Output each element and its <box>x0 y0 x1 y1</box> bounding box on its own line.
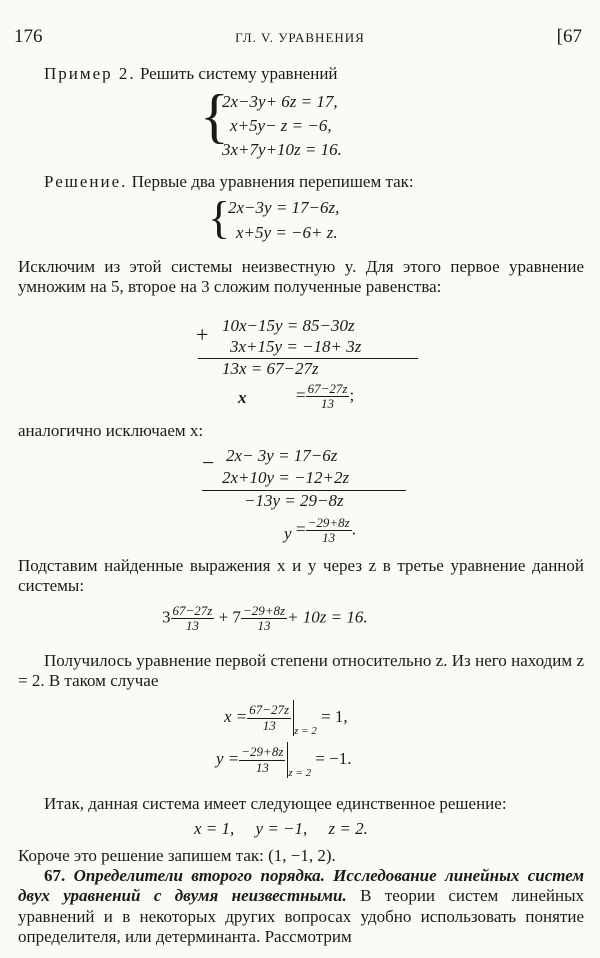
system-2-eq-2: x+5y = −6+ z. <box>236 223 338 242</box>
section-title: Определители второго порядка. Исследование линейных систем двух уравнений с двумя неизвестными. <box>18 866 585 906</box>
y-result-lhs: y <box>284 524 292 543</box>
paragraph-4: Получилось уравнение первой степени относительно z. Из него находим z = 2. В таком случае <box>18 651 584 691</box>
example-text: Решить систему уравнений <box>139 64 338 83</box>
y-result-num: −29+8z <box>307 515 350 530</box>
system-1-eq-1: 2x−3y+ 6z = 17, <box>222 92 338 111</box>
subst-tail: + 10z = 16. <box>287 607 368 627</box>
system-1-eq-3: 3x+7y+10z = 16. <box>222 140 342 159</box>
subst-coef-2: + 7 <box>218 607 241 627</box>
paragraph-5: Итак, данная система имеет следующее единственное решение: <box>44 794 507 813</box>
eval-y-num: −29+8z <box>241 744 284 760</box>
section-text: В теории систем линейных уравнений и в некоторых других вопросах удобно использовать понятие определителя, или детерминанта. Рассмотрим <box>18 886 584 947</box>
x-result-lhs: x <box>238 388 247 407</box>
solution-line <box>44 172 600 192</box>
page-header <box>0 26 600 48</box>
subst-den-2: 13 <box>257 618 271 634</box>
solution-label: Решение. <box>44 172 128 191</box>
plus-sign: + <box>196 322 209 347</box>
subst-den-1: 13 <box>185 618 199 634</box>
solution-text: Первые два уравнения перепишем так: <box>131 172 414 191</box>
paragraph-1: Исключим из этой системы неизвестную y. Для этого первое уравнение умножим на 5, второе на 3 сложим полученные равенства: <box>18 257 584 297</box>
system-1-eq-2: x+5y− z = −6, <box>230 116 332 135</box>
eval-x-at: z = 2 <box>294 724 317 737</box>
substitution-equation <box>162 604 368 634</box>
y-result-den: 13 <box>322 530 336 546</box>
eval-y-at: z = 2 <box>288 766 312 779</box>
subst-num-2: −29+8z <box>242 603 286 618</box>
example-label: Пример 2. <box>44 64 136 83</box>
x-result: = $\frac{67-27z}{13}$ ; <box>296 381 355 412</box>
subst-coef-1: 3 <box>162 607 171 627</box>
sub-row-3: −13y = 29−8z <box>244 491 344 510</box>
eval-x-num: 67−27z <box>249 702 290 718</box>
page-number-right: [67 <box>556 26 582 47</box>
system-1-brace: { <box>200 83 229 149</box>
running-title: ГЛ. V. УРАВНЕНИЯ <box>235 30 365 45</box>
x-result-den: 13 <box>321 396 335 412</box>
eval-y-lhs: y = <box>216 748 240 768</box>
y-evaluation <box>216 742 352 778</box>
page-number-left: 176 <box>14 26 43 47</box>
system-2-brace: { <box>208 192 231 243</box>
add-row-2: 3x+15y = −18+ 3z <box>230 337 362 356</box>
eval-y-rhs: = −1. <box>315 748 352 768</box>
answer: x = 1, y = −1, z = 2. <box>194 819 368 838</box>
x-evaluation <box>224 700 348 736</box>
sub-row-2: 2x+10y = −12+2z <box>222 468 350 487</box>
sub-row-1: 2x− 3y = 17−6z <box>226 446 338 465</box>
paragraph-3: Подставим найденные выражения x и y через z в третье уравнение данной системы: <box>18 556 584 596</box>
eval-y-den: 13 <box>255 759 269 775</box>
y-result: = $\frac{-29+8z}{13}$ . <box>296 515 356 546</box>
add-row-3: 13x = 67−27z <box>222 359 319 378</box>
paragraph-6: Короче это решение запишем так: (1, −1, 2). <box>18 846 336 865</box>
x-result-num: 67−27z <box>307 381 348 396</box>
eval-x-lhs: x = <box>224 706 248 726</box>
section-number: 67. <box>44 866 66 885</box>
minus-sign: − <box>202 450 215 475</box>
add-row-1: 10x−15y = 85−30z <box>222 316 355 335</box>
section-67 <box>18 866 584 948</box>
paragraph-2: аналогично исключаем x: <box>18 421 204 440</box>
subst-num-1: 67−27z <box>172 603 213 618</box>
example-line <box>44 64 600 84</box>
eval-x-rhs: = 1, <box>321 706 348 726</box>
system-2-eq-1: 2x−3y = 17−6z, <box>228 198 340 217</box>
eval-x-den: 13 <box>262 717 276 733</box>
